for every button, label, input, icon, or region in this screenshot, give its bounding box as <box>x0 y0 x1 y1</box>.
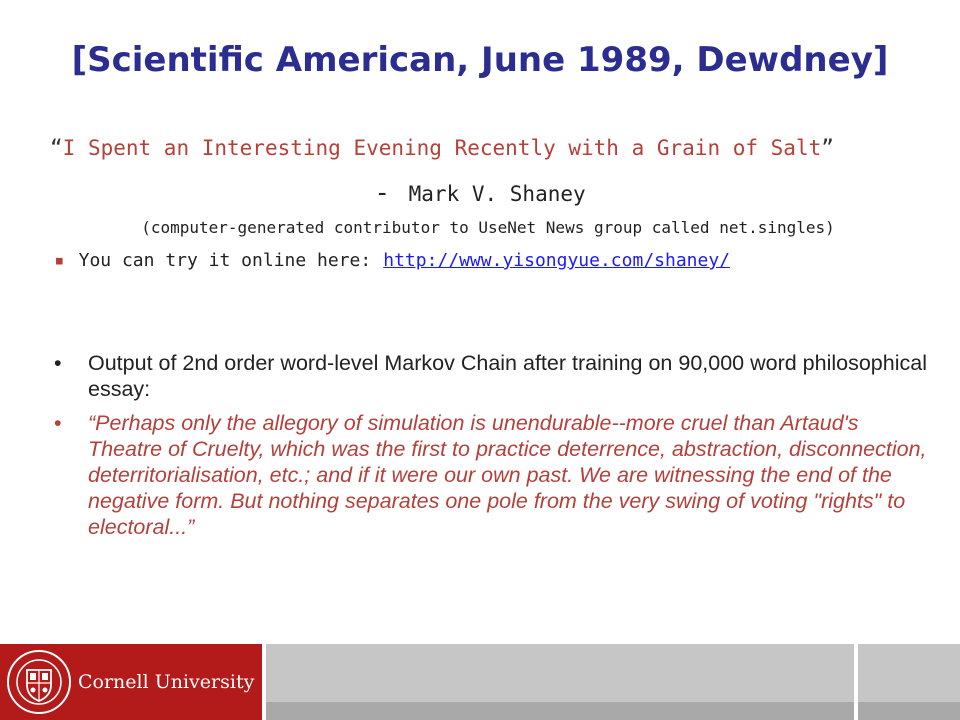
footer <box>0 644 960 720</box>
try-online-line <box>56 250 730 271</box>
quote-close-mark: ” <box>821 136 834 160</box>
shaney-link[interactable]: http://www.yisongyue.com/shaney/ <box>383 250 731 271</box>
slide-title: [Scientific American, June 1989, Dewdney] <box>71 40 889 80</box>
author-name: Mark V. Shaney <box>408 182 586 206</box>
cornell-logo <box>0 644 262 720</box>
quote-author <box>0 178 960 208</box>
quote-open-mark: “ <box>50 136 63 160</box>
round-bullet-icon: • <box>54 411 62 435</box>
university-name: Cornell University <box>78 671 255 693</box>
round-bullet-icon: • <box>54 351 62 375</box>
bullet-item-markov <box>50 350 930 402</box>
quote-text: I Spent an Interesting Evening Recently with a Grain of Salt <box>62 136 822 160</box>
bullet-item-generated-quote <box>50 410 930 540</box>
footer-gray-panel <box>858 644 960 720</box>
quote <box>50 136 834 160</box>
cornell-seal-icon <box>6 649 72 715</box>
bullet-text: “Perhaps only the allegory of simulation is unendurable--more cruel than Artaud's Theatre of Cruelty, which was the first to practice deterrence, abstraction, disconnection, deterritorialisation, etc.; and if it were our own past. We are witnessing the end of the negative form. But nothing separates one pole from the very swing of voting "rights" to electoral...” <box>88 411 927 539</box>
author-description: (computer-generated contributor to UseNet News group called net.singles) <box>141 218 835 237</box>
square-bullet-icon: ■ <box>56 254 63 267</box>
bullet-list <box>50 350 930 540</box>
try-online-text: You can try it online here: <box>78 250 372 271</box>
footer-gray-panel <box>266 644 854 720</box>
author-dash: - <box>374 178 390 208</box>
bullet-text: Output of 2nd order word-level Markov Chain after training on 90,000 word philosophical essay: <box>88 351 927 401</box>
